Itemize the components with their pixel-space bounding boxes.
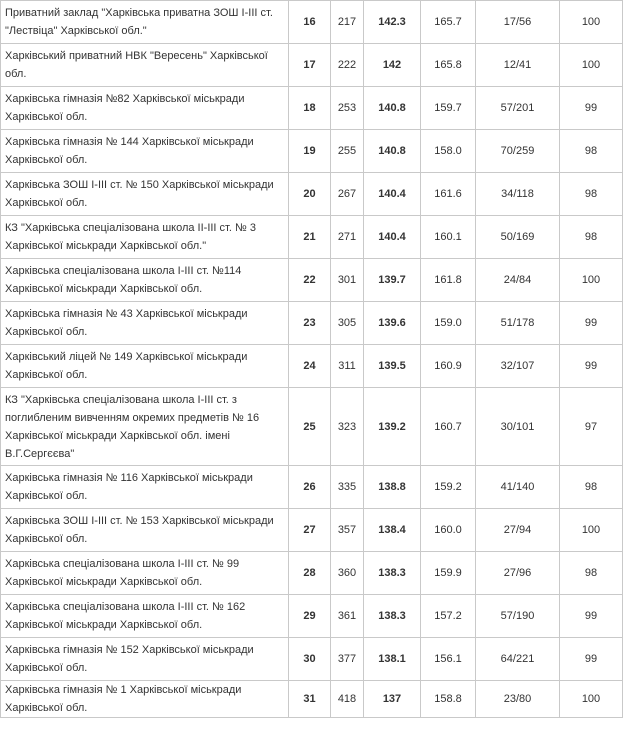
percent-cell: 100 xyxy=(560,681,623,718)
ratio-cell: 32/107 xyxy=(476,345,560,388)
rank-cell: 23 xyxy=(289,302,331,345)
overall-place-cell: 222 xyxy=(331,44,364,87)
rank-cell: 29 xyxy=(289,595,331,638)
average-cell: 156.1 xyxy=(421,638,476,681)
average-cell: 161.6 xyxy=(421,173,476,216)
overall-place-cell: 217 xyxy=(331,1,364,44)
rank-cell: 24 xyxy=(289,345,331,388)
ratio-cell: 27/94 xyxy=(476,509,560,552)
percent-cell: 100 xyxy=(560,44,623,87)
percent-cell: 98 xyxy=(560,173,623,216)
percent-cell: 100 xyxy=(560,259,623,302)
average-cell: 159.9 xyxy=(421,552,476,595)
ratio-cell: 24/84 xyxy=(476,259,560,302)
average-cell: 159.2 xyxy=(421,466,476,509)
school-name-cell: Харківська гімназія № 43 Харківської міськради Харківської обл. xyxy=(1,302,289,345)
school-name-cell: Харківська ЗОШ І-ІІІ ст. № 153 Харківської міськради Харківської обл. xyxy=(1,509,289,552)
ratio-cell: 27/96 xyxy=(476,552,560,595)
average-cell: 165.8 xyxy=(421,44,476,87)
table-row xyxy=(1,595,623,638)
score-cell: 140.4 xyxy=(364,216,421,259)
score-cell: 142 xyxy=(364,44,421,87)
school-name-cell: Харківська гімназія № 144 Харківської міськради Харківської обл. xyxy=(1,130,289,173)
overall-place-cell: 255 xyxy=(331,130,364,173)
rank-cell: 20 xyxy=(289,173,331,216)
average-cell: 165.7 xyxy=(421,1,476,44)
score-cell: 140.4 xyxy=(364,173,421,216)
rank-cell: 25 xyxy=(289,388,331,466)
rank-cell: 31 xyxy=(289,681,331,718)
average-cell: 160.9 xyxy=(421,345,476,388)
ratio-cell: 64/221 xyxy=(476,638,560,681)
ratio-cell: 30/101 xyxy=(476,388,560,466)
table-row xyxy=(1,130,623,173)
rank-cell: 18 xyxy=(289,87,331,130)
average-cell: 160.0 xyxy=(421,509,476,552)
overall-place-cell: 361 xyxy=(331,595,364,638)
overall-place-cell: 360 xyxy=(331,552,364,595)
percent-cell: 99 xyxy=(560,638,623,681)
ratio-cell: 51/178 xyxy=(476,302,560,345)
score-cell: 140.8 xyxy=(364,87,421,130)
overall-place-cell: 301 xyxy=(331,259,364,302)
score-cell: 139.5 xyxy=(364,345,421,388)
school-name-cell: Приватний заклад "Харківська приватна ЗОШ І-ІІІ ст. "Лествіца" Харківської обл." xyxy=(1,1,289,44)
score-cell: 142.3 xyxy=(364,1,421,44)
rank-cell: 17 xyxy=(289,44,331,87)
score-cell: 138.8 xyxy=(364,466,421,509)
school-name-cell: Харківська гімназія № 116 Харківської міськради Харківської обл. xyxy=(1,466,289,509)
school-name-cell: Харківська гімназія № 152 Харківської міськради Харківської обл. xyxy=(1,638,289,681)
overall-place-cell: 357 xyxy=(331,509,364,552)
school-name-cell: Харківська спеціалізована школа І-ІІІ ст. № 162 Харківської міськради Харківської обл. xyxy=(1,595,289,638)
percent-cell: 100 xyxy=(560,509,623,552)
table-row xyxy=(1,1,623,44)
school-name-cell: Харківський приватний НВК "Вересень" Харківської обл. xyxy=(1,44,289,87)
rank-cell: 28 xyxy=(289,552,331,595)
ratio-cell: 70/259 xyxy=(476,130,560,173)
average-cell: 159.7 xyxy=(421,87,476,130)
ratio-cell: 12/41 xyxy=(476,44,560,87)
rank-cell: 26 xyxy=(289,466,331,509)
average-cell: 160.7 xyxy=(421,388,476,466)
school-name-cell: Харківська ЗОШ І-ІІІ ст. № 150 Харківської міськради Харківської обл. xyxy=(1,173,289,216)
school-name-cell: КЗ "Харківська спеціалізована школа ІІ-ІІІ ст. № 3 Харківської міськради Харківської обл." xyxy=(1,216,289,259)
overall-place-cell: 418 xyxy=(331,681,364,718)
table-row xyxy=(1,466,623,509)
score-cell: 137 xyxy=(364,681,421,718)
ratio-cell: 34/118 xyxy=(476,173,560,216)
score-cell: 138.3 xyxy=(364,595,421,638)
table-row xyxy=(1,87,623,130)
overall-place-cell: 253 xyxy=(331,87,364,130)
overall-place-cell: 267 xyxy=(331,173,364,216)
ratio-cell: 17/56 xyxy=(476,1,560,44)
percent-cell: 100 xyxy=(560,1,623,44)
ratio-cell: 57/190 xyxy=(476,595,560,638)
table-row xyxy=(1,388,623,466)
school-name-cell: Харківський ліцей № 149 Харківської міськради Харківської обл. xyxy=(1,345,289,388)
rank-cell: 19 xyxy=(289,130,331,173)
table-row xyxy=(1,302,623,345)
ratio-cell: 41/140 xyxy=(476,466,560,509)
percent-cell: 98 xyxy=(560,216,623,259)
table-row xyxy=(1,216,623,259)
score-cell: 140.8 xyxy=(364,130,421,173)
rank-cell: 21 xyxy=(289,216,331,259)
ratio-cell: 50/169 xyxy=(476,216,560,259)
percent-cell: 99 xyxy=(560,595,623,638)
score-cell: 139.7 xyxy=(364,259,421,302)
percent-cell: 98 xyxy=(560,552,623,595)
percent-cell: 97 xyxy=(560,388,623,466)
percent-cell: 99 xyxy=(560,87,623,130)
average-cell: 159.0 xyxy=(421,302,476,345)
table-row xyxy=(1,509,623,552)
table-row xyxy=(1,552,623,595)
average-cell: 158.8 xyxy=(421,681,476,718)
average-cell: 157.2 xyxy=(421,595,476,638)
overall-place-cell: 335 xyxy=(331,466,364,509)
overall-place-cell: 311 xyxy=(331,345,364,388)
score-cell: 138.1 xyxy=(364,638,421,681)
percent-cell: 98 xyxy=(560,466,623,509)
ratio-cell: 57/201 xyxy=(476,87,560,130)
percent-cell: 98 xyxy=(560,130,623,173)
school-name-cell: Харківська спеціалізована школа І-ІІІ ст. №114 Харківської міськради Харківської обл. xyxy=(1,259,289,302)
score-cell: 138.3 xyxy=(364,552,421,595)
percent-cell: 99 xyxy=(560,345,623,388)
table-row xyxy=(1,173,623,216)
score-cell: 139.6 xyxy=(364,302,421,345)
table-row xyxy=(1,44,623,87)
score-cell: 138.4 xyxy=(364,509,421,552)
rank-cell: 16 xyxy=(289,1,331,44)
score-cell: 139.2 xyxy=(364,388,421,466)
average-cell: 160.1 xyxy=(421,216,476,259)
table-row xyxy=(1,681,623,718)
rank-cell: 30 xyxy=(289,638,331,681)
overall-place-cell: 271 xyxy=(331,216,364,259)
table-row xyxy=(1,259,623,302)
table-row xyxy=(1,638,623,681)
rank-cell: 22 xyxy=(289,259,331,302)
rank-cell: 27 xyxy=(289,509,331,552)
percent-cell: 99 xyxy=(560,302,623,345)
school-name-cell: Харківська гімназія № 1 Харківської міськради Харківської обл. xyxy=(1,681,289,718)
school-name-cell: Харківська спеціалізована школа І-ІІІ ст. № 99 Харківської міськради Харківської обл. xyxy=(1,552,289,595)
overall-place-cell: 323 xyxy=(331,388,364,466)
average-cell: 158.0 xyxy=(421,130,476,173)
overall-place-cell: 377 xyxy=(331,638,364,681)
overall-place-cell: 305 xyxy=(331,302,364,345)
school-name-cell: Харківська гімназія №82 Харківської міськради Харківської обл. xyxy=(1,87,289,130)
table-row xyxy=(1,345,623,388)
average-cell: 161.8 xyxy=(421,259,476,302)
school-name-cell: КЗ "Харківська спеціалізована школа І-ІІІ ст. з поглибленим вивченням окремих предметів № 16 Харківської міськради Харківської обл. імені В.Г.Сергєєва" xyxy=(1,388,289,466)
ratio-cell: 23/80 xyxy=(476,681,560,718)
